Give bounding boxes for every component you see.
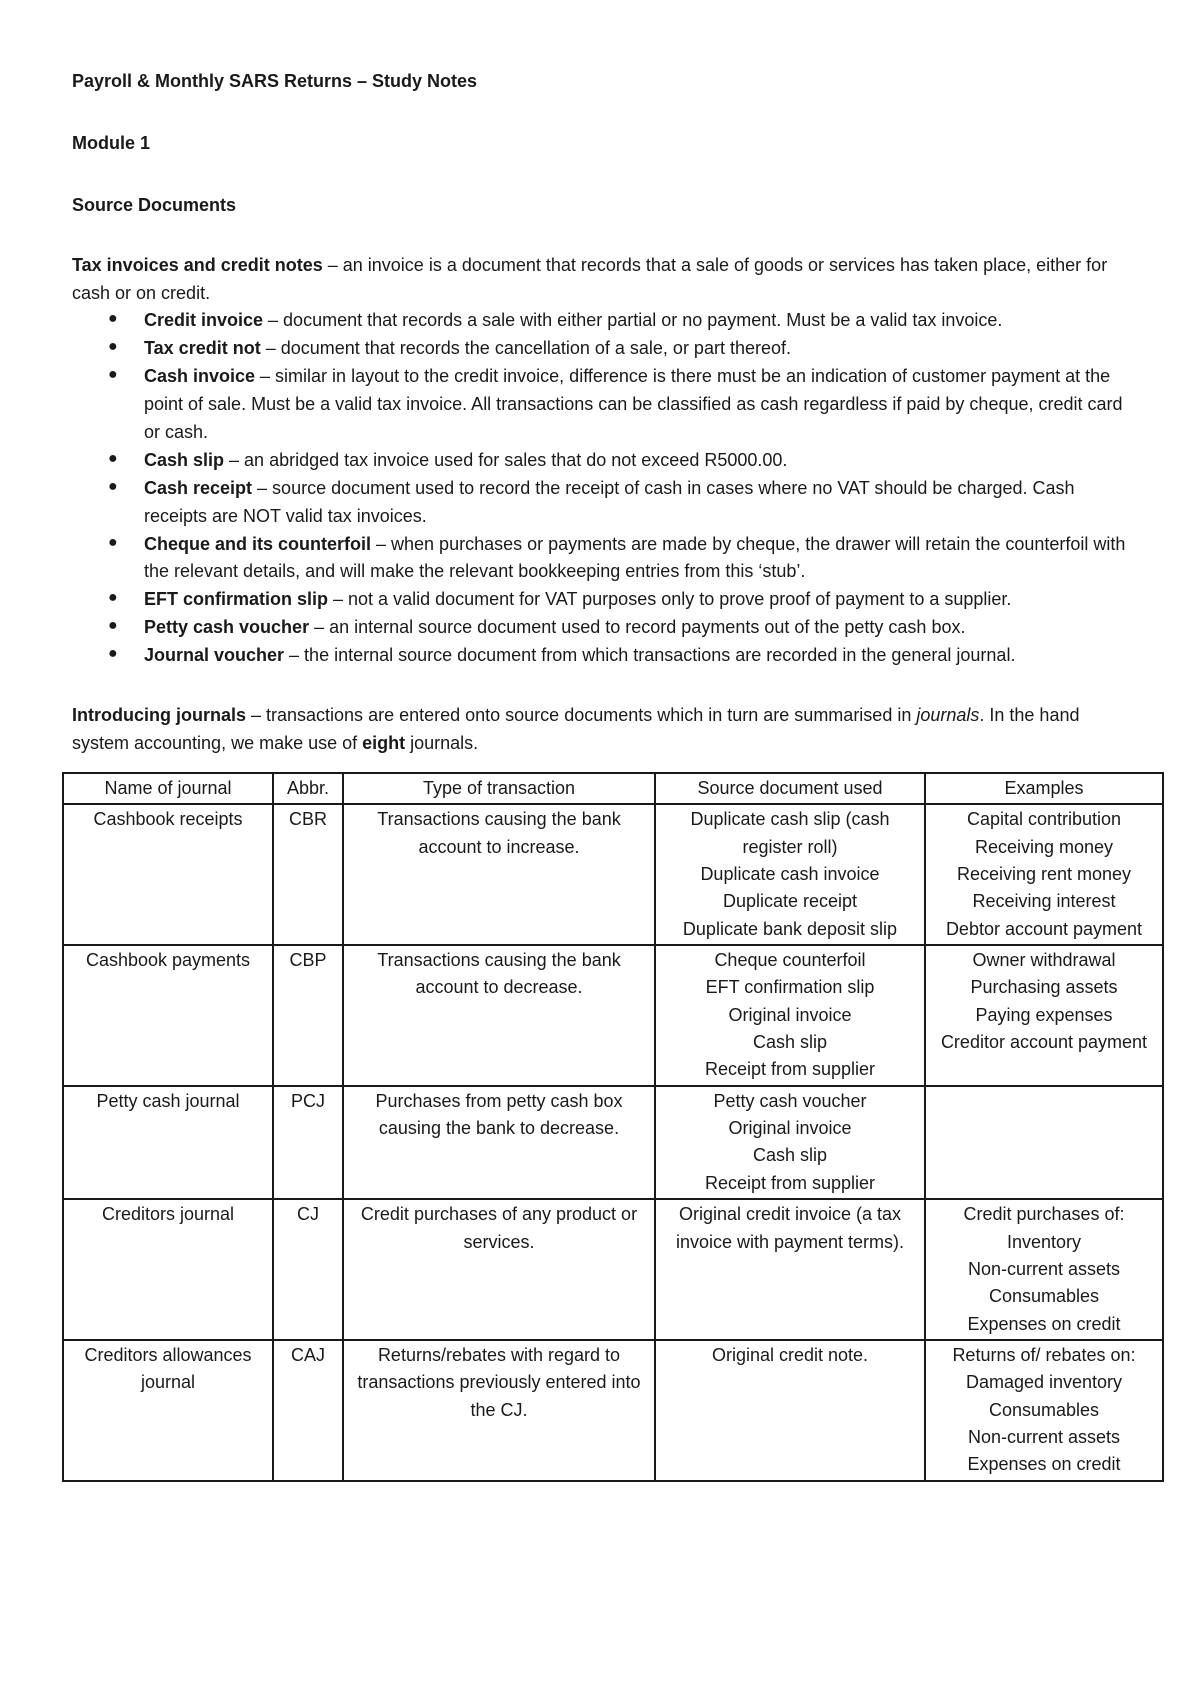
examples-cell [925,804,1163,945]
source-document-item: Duplicate cash slip (cash register roll) [690,809,890,857]
list-item-text: – not a valid document for VAT purposes only to prove proof of payment to a supplier. [328,589,1012,610]
source-documents-cell [655,1340,925,1481]
introducing-journals-paragraph [72,702,1132,758]
source-document-item: Receipt from supplier [704,1172,876,1193]
list-item [72,475,1132,531]
source-document-item: Petty cash voucher [713,1090,867,1111]
bullet-icon: ● [108,366,118,384]
example-item: Receiving rent money [956,863,1132,884]
source-document-item: EFT confirmation slip [705,977,875,998]
list-item-term: Cash slip [144,449,225,470]
example-item: Consumables [988,1286,1100,1307]
example-item: Damaged inventory [965,1372,1123,1393]
example-item: Returns of/ rebates on: [952,1345,1136,1365]
list-item [72,586,1132,614]
examples-cell [925,1340,1163,1481]
document-body [72,68,1148,1482]
example-item: Non-current assets [967,1258,1121,1279]
examples-cell [925,945,1163,1086]
journal-abbr-cell: PCJ [273,1086,343,1199]
example-item: Non-current assets [967,1427,1121,1448]
list-item [72,642,1132,670]
list-item-term: Journal voucher [144,645,285,666]
list-item-text: – similar in layout to the credit invoice, difference is there must be an indication of customer payment at the point of sale. Must be a valid tax invoice. All transactions can be classified as cash regardless if paid by cheque, credit card or cash. [144,366,1123,443]
bullet-icon: ● [108,338,118,356]
intro-text-c: journals. [405,732,479,753]
list-item-text: – an internal source document used to record payments out of the petty cash box. [309,617,966,638]
tax-invoices-text: – an invoice is a document that records that a sale of goods or services has taken place, either for cash or on credit. [72,254,1108,303]
journal-name-cell: Petty cash journal [63,1086,273,1199]
list-item-text: – source document used to record the receipt of cash in cases where no VAT should be charged. Cash receipts are NOT valid tax invoices. [144,477,1075,526]
example-item: Expenses on credit [967,1313,1121,1334]
list-item-term: Cash invoice [144,366,256,387]
table-row [63,1340,1163,1481]
source-document-list [72,307,1132,670]
source-document-item: Receipt from supplier [704,1059,876,1080]
list-item-term: Petty cash voucher [144,617,310,638]
list-item-text: – document that records a sale with either partial or no payment. Must be a valid tax invoice. [263,310,1003,331]
list-item [72,447,1132,475]
source-documents-cell [655,1199,925,1340]
example-item: Capital contribution [966,809,1122,830]
list-item-text: – the internal source document from which transactions are recorded in the general journal. [284,645,1016,666]
list-item-text: – an abridged tax invoice used for sales that do not exceed R5000.00. [224,449,788,470]
examples-cell [925,1086,1163,1199]
bullet-icon: ● [108,310,118,328]
example-item: Inventory [1006,1231,1082,1252]
list-item-term: EFT confirmation slip [144,589,329,610]
example-item: Purchasing assets [970,977,1118,998]
example-item: Owner withdrawal [972,949,1116,970]
source-document-item: Original invoice [728,1118,852,1139]
list-item [72,531,1132,587]
table-header-cell: Source document used [655,773,925,804]
transaction-type-cell: Returns/rebates with regard to transactions previously entered into the CJ. [343,1340,655,1481]
example-item: Consumables [988,1399,1100,1420]
list-item-term: Cash receipt [144,477,253,498]
source-documents-cell [655,945,925,1086]
section-heading: Source Documents [72,194,237,215]
transaction-type-cell: Transactions causing the bank account to decrease. [343,945,655,1086]
list-item [72,335,1132,363]
bullet-icon: ● [108,617,118,635]
list-item-term: Credit invoice [144,310,264,331]
journal-abbr-cell: CAJ [273,1340,343,1481]
module-heading: Module 1 [72,132,151,153]
bullet-icon: ● [108,533,118,551]
source-documents-cell [655,1086,925,1199]
tax-invoices-paragraph [72,252,1132,308]
intro-text-a: – transactions are entered onto source documents which in turn are summarised in [246,705,917,726]
example-item: Creditor account payment [940,1032,1148,1053]
transaction-type-cell: Purchases from petty cash box causing the bank to decrease. [343,1086,655,1199]
transaction-type-cell: Credit purchases of any product or services. [343,1199,655,1340]
bullet-icon: ● [108,477,118,495]
example-item: Expenses on credit [967,1454,1121,1475]
source-document-item: Original invoice [728,1004,852,1025]
list-item-text: – when purchases or payments are made by cheque, the drawer will retain the counterfoil with the relevant details, and will make the relevant bookkeeping entries from this ‘stub’. [144,533,1126,582]
intro-term: Introducing journals [72,705,246,726]
source-document-item: Cash slip [752,1032,828,1053]
table-row [63,804,1163,945]
journal-name-cell: Cashbook receipts [63,804,273,945]
example-item: Debtor account payment [945,918,1143,939]
source-document-item: Duplicate receipt [722,891,858,912]
journal-abbr-cell: CJ [273,1199,343,1340]
transaction-type-cell: Transactions causing the bank account to increase. [343,804,655,945]
journal-abbr-cell: CBP [273,945,343,1086]
intro-italic: journals [916,705,980,726]
tax-invoices-term: Tax invoices and credit notes [72,254,323,275]
journals-table [62,772,1164,1482]
bullet-icon: ● [108,449,118,467]
table-header-cell: Examples [925,773,1163,804]
example-item: Receiving money [974,836,1114,857]
table-header-cell: Name of journal [63,773,273,804]
source-document-item: Cash slip [752,1145,828,1166]
journal-name-cell: Creditors journal [63,1199,273,1340]
example-item: Credit purchases of: [963,1204,1125,1225]
page-title: Payroll & Monthly SARS Returns – Study Notes [72,71,478,91]
table-header-row [63,773,1163,804]
bullet-icon: ● [108,589,118,607]
list-item [72,614,1132,642]
source-document-item: Duplicate cash invoice [700,863,880,884]
example-item: Receiving interest [972,891,1116,912]
table-row [63,1086,1163,1199]
source-documents-cell [655,804,925,945]
table-row [63,945,1163,1086]
source-document-item: Cheque counterfoil [714,949,866,970]
list-item-term: Cheque and its counterfoil [144,533,372,554]
table-header-cell: Type of transaction [343,773,655,804]
journal-name-cell: Cashbook payments [63,945,273,1086]
bullet-icon: ● [108,645,118,663]
journal-name-cell: Creditors allowances journal [63,1340,273,1481]
source-document-item: Duplicate bank deposit slip [682,918,898,939]
example-item: Paying expenses [975,1004,1113,1025]
journal-abbr-cell: CBR [273,804,343,945]
list-item [72,363,1132,447]
table-header-cell: Abbr. [273,773,343,804]
table-row [63,1199,1163,1340]
intro-bold: eight [362,732,406,753]
list-item-text: – document that records the cancellation of a sale, or part thereof. [260,338,791,359]
source-document-item: Original credit invoice (a tax invoice with payment terms). [675,1204,905,1252]
intro-text-b: . In the hand system accounting, we make use of [72,705,1080,753]
examples-cell [925,1199,1163,1340]
list-item [72,307,1132,335]
list-item-term: Tax credit not [144,338,261,359]
source-document-item: Original credit note. [711,1345,869,1365]
